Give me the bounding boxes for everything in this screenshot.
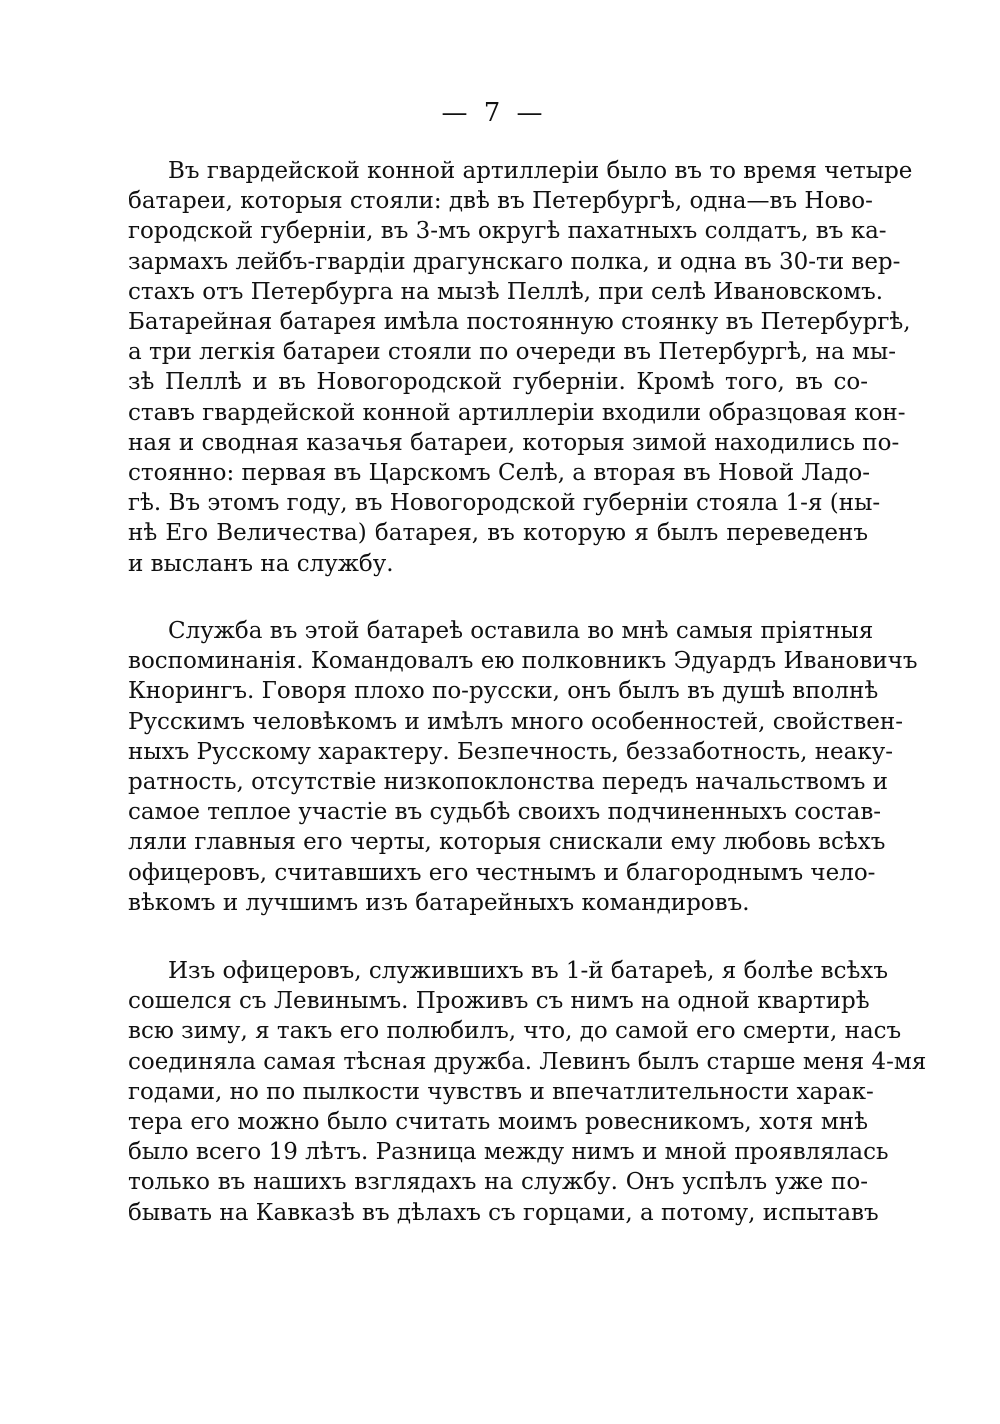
text-line: сошелся съ Левинымъ. Проживъ съ нимъ на одной квартирѣ <box>128 988 870 1015</box>
text-line: было всего 19 лѣтъ. Разница между нимъ и мной проявлялась <box>128 1139 889 1166</box>
page-number: — 7 — <box>441 98 547 128</box>
text-line: годами, но по пылкости чувствъ и впечатлительности харак- <box>128 1078 874 1105</box>
text-line: самое теплое участіе въ судьбѣ своихъ подчиненныхъ состав- <box>128 799 882 826</box>
text-line: соединяла самая тѣсная дружба. Левинъ былъ старше меня 4-мя <box>128 1048 927 1075</box>
text-line: вѣкомъ и лучшимъ изъ батарейныхъ командировъ. <box>128 889 750 916</box>
text-line: всю зиму, я такъ его полюбилъ, что, до самой его смерти, насъ <box>128 1018 902 1045</box>
text-line: ляли главныя его черты, которыя снискали ему любовь всѣхъ <box>128 829 886 856</box>
text-line: зармахъ лейбъ-гвардіи драгунскаго полка, и одна въ 30-ти вер- <box>128 248 901 275</box>
text-line: а три легкія батареи стояли по очереди въ Петербургѣ, на мы- <box>128 339 896 366</box>
text-line: воспоминанія. Командовалъ ею полковникъ Эдуардъ Ивановичъ <box>128 648 918 675</box>
text-line: ная и сводная казачья батареи, которыя зимой находились по- <box>128 429 900 456</box>
text-line: тера его можно было считать моимъ ровесникомъ, хотя мнѣ <box>128 1109 868 1136</box>
paragraph <box>128 956 927 1228</box>
text-line: Кнорингъ. Говоря плохо по-русски, онъ былъ въ душѣ вполнѣ <box>128 678 879 705</box>
text-line: только въ нашихъ взглядахъ на службу. Онъ успѣлъ уже по- <box>128 1169 868 1196</box>
paragraph <box>128 156 913 579</box>
text-line: Въ гвардейской конной артиллеріи было въ то время четыре <box>168 158 913 184</box>
text-line: гѣ. Въ этомъ году, въ Новогородской губерніи стояла 1-я (ны- <box>128 490 881 517</box>
text-line: ратность, отсутствіе низкопоклонства передъ начальствомъ и <box>128 769 889 796</box>
text-line: Батарейная батарея имѣла постоянную стоянку въ Петербургѣ, <box>128 309 911 336</box>
text-line: и высланъ на службу. <box>128 550 394 577</box>
text-line: Изъ офицеровъ, служившихъ въ 1-й батареѣ, я болѣе всѣхъ <box>168 958 888 984</box>
text-line: стахъ отъ Петербурга на мызѣ Пеллѣ, при селѣ Ивановскомъ. <box>128 278 884 305</box>
text-line: нѣ Его Величества) батарея, въ которую я былъ переведенъ <box>128 520 868 547</box>
text-line: Русскимъ человѣкомъ и имѣлъ много особенностей, свойствен- <box>128 708 904 735</box>
paragraph <box>128 616 918 918</box>
text-line: стоянно: первая въ Царскомъ Селѣ, а вторая въ Новой Ладо- <box>128 460 871 487</box>
text-line: ныхъ Русскому характеру. Безпечность, беззаботность, неаку- <box>128 738 894 765</box>
text-line: бывать на Кавказѣ въ дѣлахъ съ горцами, а потому, испытавъ <box>128 1199 879 1226</box>
text-line: зѣ Пеллѣ и въ Новогородской губерніи. Кромѣ того, въ со- <box>128 369 868 396</box>
text-line: батареи, которыя стояли: двѣ въ Петербургѣ, одна—въ Ново- <box>128 188 873 215</box>
text-line: городской губерніи, въ 3-мъ округѣ пахатныхъ солдатъ, въ ка- <box>128 218 887 245</box>
text-line: офицеровъ, считавшихъ его честнымъ и благороднымъ чело- <box>128 859 876 886</box>
text-line: Служба въ этой батареѣ оставила во мнѣ самыя пріятныя <box>168 618 874 644</box>
text-line: ставъ гвардейской конной артиллеріи входили образцовая кон- <box>128 399 906 426</box>
